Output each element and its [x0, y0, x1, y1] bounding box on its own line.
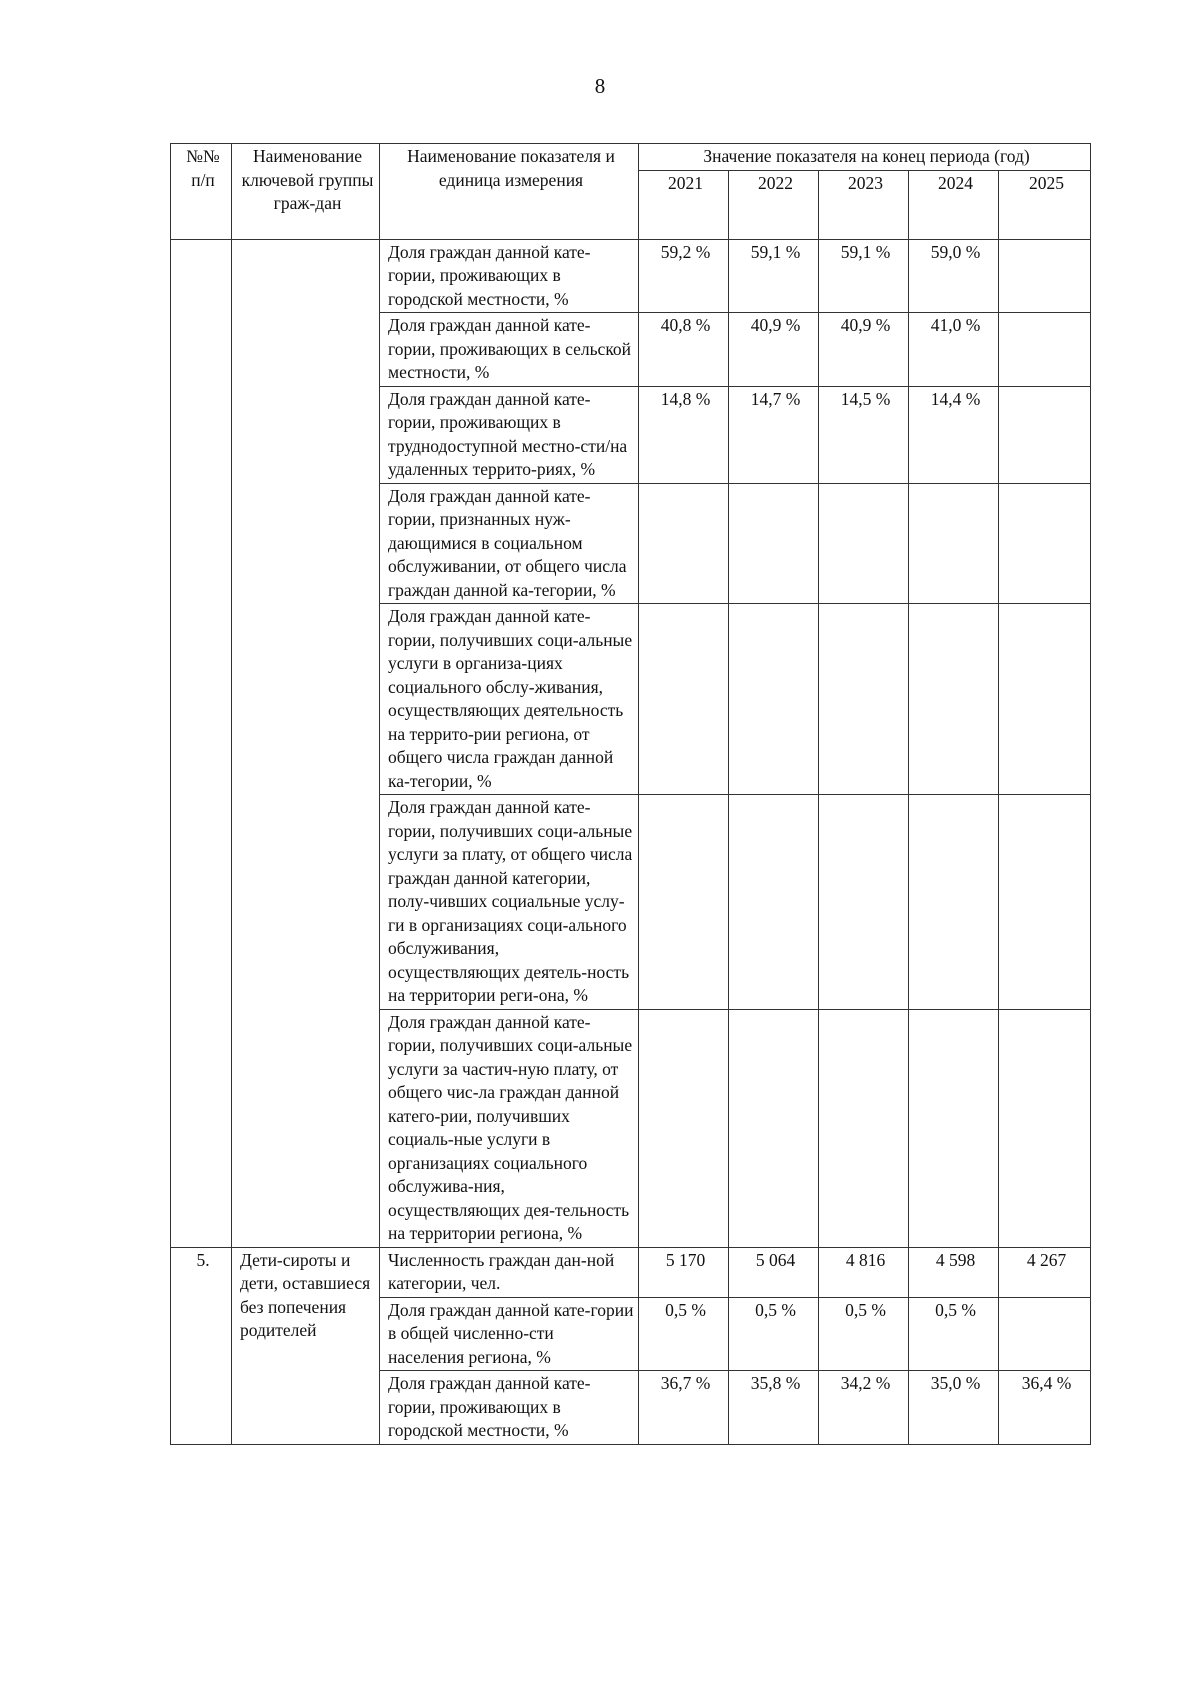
- value-cell: [819, 483, 909, 604]
- value-cell: [729, 795, 819, 1010]
- indicator-cell: Доля граждан данной кате-гории, проживающих в городской местности, %: [380, 239, 639, 313]
- value-cell: 59,0 %: [909, 239, 999, 313]
- value-cell: [999, 1009, 1091, 1247]
- value-cell: 36,7 %: [639, 1371, 729, 1445]
- indicators-table: [170, 143, 1091, 1445]
- value-cell: [639, 483, 729, 604]
- indicator-cell: Численность граждан дан-ной категории, чел.: [380, 1247, 639, 1297]
- value-cell: 35,0 %: [909, 1371, 999, 1445]
- value-cell: 14,8 %: [639, 386, 729, 483]
- group-number-cell: 5.: [171, 1247, 232, 1444]
- value-cell: 4 598: [909, 1247, 999, 1297]
- value-cell: 4 816: [819, 1247, 909, 1297]
- value-cell: 41,0 %: [909, 313, 999, 387]
- indicator-cell: Доля граждан данной кате-гории, проживающих в труднодоступной местно-сти/на удаленных террито-риях, %: [380, 386, 639, 483]
- value-cell: 40,9 %: [729, 313, 819, 387]
- value-cell: 0,5 %: [819, 1297, 909, 1371]
- value-cell: 59,2 %: [639, 239, 729, 313]
- value-cell: [819, 1009, 909, 1247]
- value-cell: [999, 239, 1091, 313]
- value-cell: 0,5 %: [909, 1297, 999, 1371]
- page-number: 8: [594, 74, 606, 98]
- header-col-group: Наименование ключевой группы граж-дан: [232, 144, 380, 240]
- value-cell: 59,1 %: [729, 239, 819, 313]
- header-year: 2024: [909, 170, 999, 239]
- value-cell: [639, 1009, 729, 1247]
- value-cell: 59,1 %: [819, 239, 909, 313]
- value-cell: 14,7 %: [729, 386, 819, 483]
- value-cell: [729, 604, 819, 795]
- value-cell: [729, 1009, 819, 1247]
- header-year: 2021: [639, 170, 729, 239]
- value-cell: [999, 604, 1091, 795]
- group-name-cell: [232, 239, 380, 1247]
- indicator-cell: Доля граждан данной кате-гории, получивших соци-альные услуги за плату, от общего числа граждан данной категории, полу-чивших социальные услу-ги в организациях соци-ального обслуживания, осуществляющих деятель-ность на территории реги-она, %: [380, 795, 639, 1010]
- value-cell: [729, 483, 819, 604]
- indicator-cell: Доля граждан данной кате-гории, проживающих в сельской местности, %: [380, 313, 639, 387]
- value-cell: [909, 604, 999, 795]
- indicator-cell: Доля граждан данной кате-гории, признанных нуж-дающимися в социальном обслуживании, от общего числа граждан данной ка-тегории, %: [380, 483, 639, 604]
- value-cell: [639, 604, 729, 795]
- value-cell: 5 170: [639, 1247, 729, 1297]
- indicator-cell: Доля граждан данной кате-гории в общей численно-сти населения региона, %: [380, 1297, 639, 1371]
- header-row: [171, 144, 1091, 171]
- value-cell: [909, 483, 999, 604]
- header-year: 2022: [729, 170, 819, 239]
- value-cell: [819, 795, 909, 1010]
- group-name-cell: Дети-сироты и дети, оставшиеся без попечения родителей: [232, 1247, 380, 1444]
- value-cell: 14,4 %: [909, 386, 999, 483]
- group-number-cell: [171, 239, 232, 1247]
- value-cell: [819, 604, 909, 795]
- value-cell: [909, 795, 999, 1010]
- value-cell: 0,5 %: [729, 1297, 819, 1371]
- table-row: [171, 239, 1091, 313]
- header-year: 2025: [999, 170, 1091, 239]
- value-cell: [639, 795, 729, 1010]
- value-cell: [999, 313, 1091, 387]
- value-cell: [999, 386, 1091, 483]
- value-cell: [999, 483, 1091, 604]
- header-year: 2023: [819, 170, 909, 239]
- value-cell: [909, 1009, 999, 1247]
- indicator-cell: Доля граждан данной кате-гории, получивших соци-альные услуги в организа-циях социального обслу-живания, осуществляющих деятельность на террито-рии региона, от общего числа граждан данной ка-тегории, %: [380, 604, 639, 795]
- header-col-values: Значение показателя на конец периода (год): [639, 144, 1091, 171]
- value-cell: 35,8 %: [729, 1371, 819, 1445]
- value-cell: 34,2 %: [819, 1371, 909, 1445]
- value-cell: [999, 795, 1091, 1010]
- indicator-cell: Доля граждан данной кате-гории, получивших соци-альные услуги за частич-ную плату, от общего чис-ла граждан данной катего-рии, получивших социаль-ные услуги в организациях социального обслужива-ния, осуществляющих дея-тельность на территории региона, %: [380, 1009, 639, 1247]
- value-cell: 0,5 %: [639, 1297, 729, 1371]
- value-cell: 36,4 %: [999, 1371, 1091, 1445]
- value-cell: 5 064: [729, 1247, 819, 1297]
- value-cell: 14,5 %: [819, 386, 909, 483]
- value-cell: [999, 1297, 1091, 1371]
- header-col-indicator: Наименование показателя и единица измерения: [380, 144, 639, 240]
- indicator-cell: Доля граждан данной кате-гории, проживающих в городской местности, %: [380, 1371, 639, 1445]
- value-cell: 4 267: [999, 1247, 1091, 1297]
- header-col-num: №№ п/п: [171, 144, 232, 240]
- value-cell: 40,9 %: [819, 313, 909, 387]
- value-cell: 40,8 %: [639, 313, 729, 387]
- table-row: [171, 1247, 1091, 1297]
